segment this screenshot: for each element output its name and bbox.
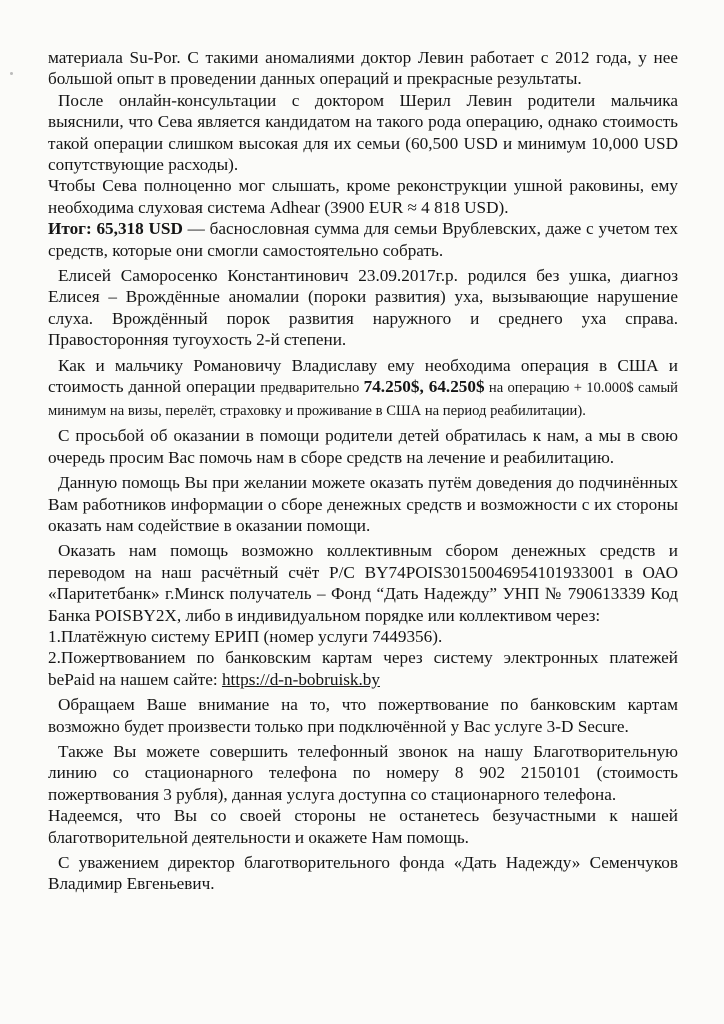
paragraph-request: С просьбой об оказании в помощи родители детей обратилась к нам, а мы в свою очередь просим Вас помочь нам в сборе средств на лечение и реабилитацию. (48, 426, 678, 467)
paragraph-card-payment (48, 647, 678, 690)
website-link[interactable]: https://d-n-bobruisk.by (221, 669, 380, 689)
paragraph-hope: Надеемся, что Вы со своей стороны не останетесь безучастными к нашей благотворительной деятельности и окажете Нам помощь. (48, 806, 678, 847)
paragraph-total (48, 218, 678, 261)
paragraph-consultation: После онлайн-консультации с доктором Шерил Левин родители мальчика выяснили, что Сева является кандидатом на такого рода операцию, однако стоимость такой операции слишком высокая для их семьи (60,500 USD и минимум 10,000 USD сопутствующие расходы). (48, 90, 678, 175)
total-description: — баснословная сумма для семьи Врублевских, даже с учетом тех средств, которые они смогли самостоятельно собрать. (48, 219, 678, 260)
paragraph-3d-secure: Обращаем Ваше внимание на то, что пожертвование по банковским картам возможно будет произвести только при подключённой у Вас услуге 3-D Secure. (48, 695, 678, 736)
paragraph-operation-cost (48, 355, 678, 422)
scan-speck (10, 72, 13, 75)
operation-cost-intro: Как и мальчику Романовичу Владиславу ему необходима операция в США и стоимость данной операции (48, 355, 678, 397)
paragraph-diagnosis: Елисей Самоpосенко Константинович 23.09.2017г.р. родился без ушка, диагноз Елисея – Врождённые аномалии (пороки развития) уха, вызывающие нарушение слуха. Врождённый порок развития наружного и среднего уха справа. Правосторонняя тугоухость 2-й степени. (48, 266, 678, 350)
paragraph-surgery-experience: материала Su-Por. С такими аномалиями доктор Левин работает с 2012 года, у нее большой опыт в проведении данных операций и прекрасные результаты. (48, 48, 678, 89)
total-amount: Итог: 65,318 USD (48, 219, 183, 239)
operation-cost-details: на операцию + 10.000$ самый минимум на визы, перелёт, страховку и проживание в США на период реабилитации). (48, 380, 678, 419)
paragraph-phone-donation: Также Вы можете совершить телефонный звонок на нашу Благотворительную линию со стационарного телефона по номеру 8 902 2150101 (стоимость пожертвования 3 рубля), данная услуга доступна со стационарного телефона. (48, 741, 678, 804)
paragraph-bank-details: Оказать нам помощь возможно коллективным сбором денежных средств и переводом на наш расчётный счёт Р/С BY74POIS30150046954101933001 в ОАО «Паритетбанк» г.Минск получатель – Фонд “Дать Надежду” УНП № 790613339 Код Банка POISBY2X, либо в индивидуальном порядке или коллективом через: (48, 541, 678, 625)
document-body (48, 47, 678, 895)
operation-cost-preliminary: предварительно (260, 380, 364, 397)
operation-cost-amounts: 74.250$, 64.250$ (363, 377, 485, 397)
paragraph-erip: 1.Платёжную систему ЕРИП (номер услуги 7449356). (48, 626, 443, 646)
card-payment-text: 2.Пожертвованием по банковским картам через систему электронных платежей bePaid на нашем сайте: (48, 648, 678, 689)
paragraph-signature: С уважением директор благотворительного фонда «Дать Надежду» Семенчуков Владимир Евгеньевич. (48, 853, 678, 894)
paragraph-hearing-system: Чтобы Сева полноценно мог слышать, кроме реконструкции ушной раковины, ему необходима слуховая система Adhear (3900 EUR ≈ 4 818 USD). (48, 176, 678, 217)
paragraph-help-info: Данную помощь Вы при желании можете оказать путём доведения до подчинённых Вам работников информации о сборе денежных средств и возможности с их стороны оказать нам содействие в оказании помощи. (48, 473, 678, 535)
